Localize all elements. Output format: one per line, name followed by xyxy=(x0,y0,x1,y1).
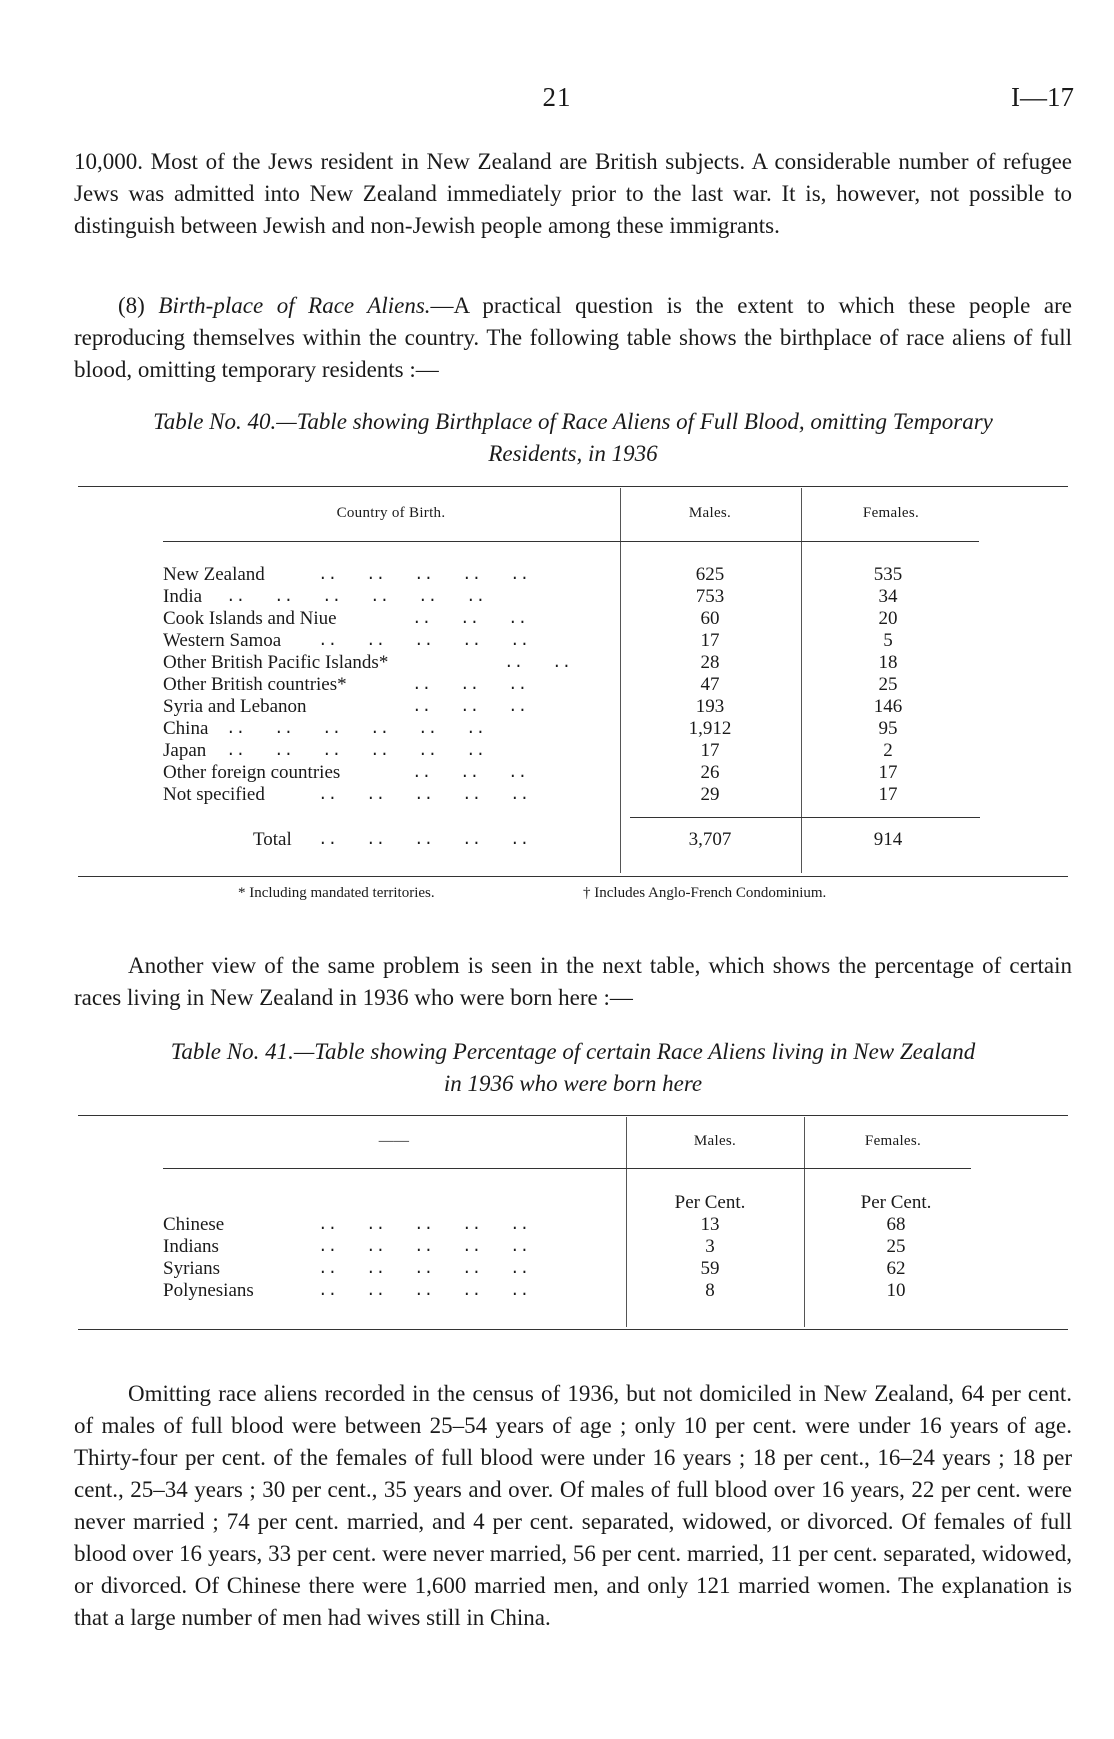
total-label: Total xyxy=(253,829,292,850)
table-40-top-rule xyxy=(78,486,1068,487)
females-value: 25 xyxy=(886,1236,906,1257)
table-row: Cook Islands and Niue .. .. .. 60 20 xyxy=(0,608,1114,630)
males-value: 60 xyxy=(700,608,720,629)
country-name: Other foreign countries xyxy=(163,762,341,783)
table-row: Polynesians .. .. .. .. .. 8 10 xyxy=(0,1280,1114,1302)
section-8-text: —A practical question is the extent to which these people are reproducing themselves within the country. The following table shows the birthplace of race aliens of full blood, omitting temporary residents :— xyxy=(74,293,1072,382)
table-40-caption-line2: Residents, in 1936 xyxy=(488,441,658,466)
section-8-paragraph xyxy=(74,290,1072,386)
males-value: 59 xyxy=(700,1258,720,1279)
table-row: Indians .. .. .. .. .. 3 25 xyxy=(0,1236,1114,1258)
country-name: Japan xyxy=(163,740,207,761)
females-unit: Per Cent. xyxy=(860,1192,932,1213)
table-41-bottom-rule xyxy=(78,1329,1068,1330)
document-reference: I—17 xyxy=(1011,82,1074,112)
country-name: Syria and Lebanon xyxy=(163,696,307,717)
table-row: India .. .. .. .. .. .. 753 34 xyxy=(0,586,1114,608)
females-value: 5 xyxy=(883,630,893,651)
table-40-caption-line1: Table No. 40.—Table showing Birthplace of Race Aliens of Full Blood, omitting Temporary xyxy=(153,409,993,434)
table-row: Syrians .. .. .. .. .. 59 62 xyxy=(0,1258,1114,1280)
males-unit: Per Cent. xyxy=(674,1192,746,1213)
females-value: 34 xyxy=(878,586,898,607)
males-value: 3 xyxy=(705,1236,715,1257)
table-row: Other British Pacific Islands* .. .. 28 18 xyxy=(0,652,1114,674)
country-name: Western Samoa xyxy=(163,630,282,651)
table-row: Syria and Lebanon .. .. .. 193 146 xyxy=(0,696,1114,718)
table-41-header-females: Females. xyxy=(864,1133,922,1149)
females-value: 25 xyxy=(878,674,898,695)
table-41-caption-line2: in 1936 who were born here xyxy=(443,1071,703,1096)
country-name: Not specified xyxy=(163,784,265,805)
table-row: Other British countries* .. .. .. 47 25 xyxy=(0,674,1114,696)
males-value: 1,912 xyxy=(688,718,732,739)
males-value: 193 xyxy=(695,696,725,717)
males-value: 8 xyxy=(705,1280,715,1301)
males-value: 13 xyxy=(700,1214,720,1235)
males-value: 26 xyxy=(700,762,720,783)
table-total-row: Total .. .. .. .. .. 3,707 914 xyxy=(0,829,1114,851)
males-value: 17 xyxy=(700,630,720,651)
females-value: 18 xyxy=(878,652,898,673)
table-row: Western Samoa .. .. .. .. .. 17 5 xyxy=(0,630,1114,652)
table-41-header-rule xyxy=(163,1168,971,1169)
males-value: 753 xyxy=(695,586,725,607)
males-value: 28 xyxy=(700,652,720,673)
table-40-header-males: Males. xyxy=(688,505,732,521)
males-value: 625 xyxy=(695,564,725,585)
total-females: 914 xyxy=(873,829,903,850)
page-number: 21 xyxy=(542,82,572,112)
section-8-number: (8) xyxy=(118,293,145,318)
race-name: Polynesians xyxy=(163,1280,254,1301)
table-41-top-rule xyxy=(78,1115,1068,1116)
closing-paragraph: Omitting race aliens recorded in the census of 1936, but not domiciled in New Zealand, 64 per cent. of males of full blood were between 25–54 years of age ; only 10 per cent. were under 16 years of age. Thirty-four per cent. of the females of full blood were under 16 years ; 18 per cent., 16–24 years ; 18 per cent., 25–34 years ; 30 per cent., 35 years and over. Of males of full blood over 16 years, 22 per cent. were never married ; 74 per cent. married, and 4 per cent. separated, widowed, or divorced. Of females of full blood over 16 years, 33 per cent. were never married, 56 per cent. married, 11 per cent. separated, widowed, or divorced. Of Chinese there were 1,600 married men, and only 121 married women. The explanation is that a large number of men had wives still in China. xyxy=(74,1381,1072,1630)
females-value: 535 xyxy=(873,564,903,585)
table-row: Not specified .. .. .. .. .. 29 17 xyxy=(0,784,1114,806)
females-value: 2 xyxy=(883,740,893,761)
table-40-footnote-1: * Including mandated territories. xyxy=(238,885,435,901)
table-row: Japan .. .. .. .. .. .. 17 2 xyxy=(0,740,1114,762)
country-name: Cook Islands and Niue xyxy=(163,608,337,629)
table-41-header-males: Males. xyxy=(693,1133,737,1149)
total-males: 3,707 xyxy=(688,829,732,850)
table-row: China .. .. .. .. .. .. 1,912 95 xyxy=(0,718,1114,740)
table-row: New Zealand .. .. .. .. .. 625 535 xyxy=(0,564,1114,586)
race-name: Indians xyxy=(163,1236,219,1257)
country-name: Other British Pacific Islands* xyxy=(163,652,389,673)
females-value: 62 xyxy=(886,1258,906,1279)
section-8-heading: Birth-place of Race Aliens. xyxy=(158,293,431,318)
males-value: 17 xyxy=(700,740,720,761)
country-name: Other British countries* xyxy=(163,674,347,695)
table-41-caption-line1: Table No. 41.—Table showing Percentage of certain Race Aliens living in New Zealand xyxy=(170,1039,976,1064)
table-41-units-row xyxy=(0,1192,1114,1214)
country-name: India xyxy=(163,586,203,607)
table-40-header-country: Country of Birth. xyxy=(336,505,446,521)
males-value: 29 xyxy=(700,784,720,805)
intro-paragraph: 10,000. Most of the Jews resident in New Zealand are British subjects. A considerable number of refugee Jews was admitted into New Zealand immediately prior to the last war. It is, however, not possible to distinguish between Jewish and non-Jewish people among these immigrants. xyxy=(74,149,1072,238)
females-value: 146 xyxy=(873,696,903,717)
table-40-header-females: Females. xyxy=(862,505,920,521)
country-name: China xyxy=(163,718,209,739)
table-40-footnote-2: † Includes Anglo-French Condominium. xyxy=(583,885,827,901)
race-name: Chinese xyxy=(163,1214,225,1235)
country-name: New Zealand xyxy=(163,564,265,585)
females-value: 17 xyxy=(878,762,898,783)
females-value: 10 xyxy=(886,1280,906,1301)
table-row: Other foreign countries .. .. .. 26 17 xyxy=(0,762,1114,784)
females-value: 68 xyxy=(886,1214,906,1235)
paragraph-another-view: Another view of the same problem is seen in the next table, which shows the percentage of certain races living in New Zealand in 1936 who were born here :— xyxy=(74,953,1072,1010)
table-40-total-rule xyxy=(630,817,980,818)
males-value: 47 xyxy=(700,674,720,695)
table-41-header-first: —— xyxy=(378,1133,410,1149)
females-value: 95 xyxy=(878,718,898,739)
females-value: 17 xyxy=(878,784,898,805)
table-40-header-rule xyxy=(163,541,979,542)
table-40-bottom-rule xyxy=(78,876,1068,877)
table-row: Chinese .. .. .. .. .. 13 68 xyxy=(0,1214,1114,1236)
race-name: Syrians xyxy=(163,1258,220,1279)
females-value: 20 xyxy=(878,608,898,629)
